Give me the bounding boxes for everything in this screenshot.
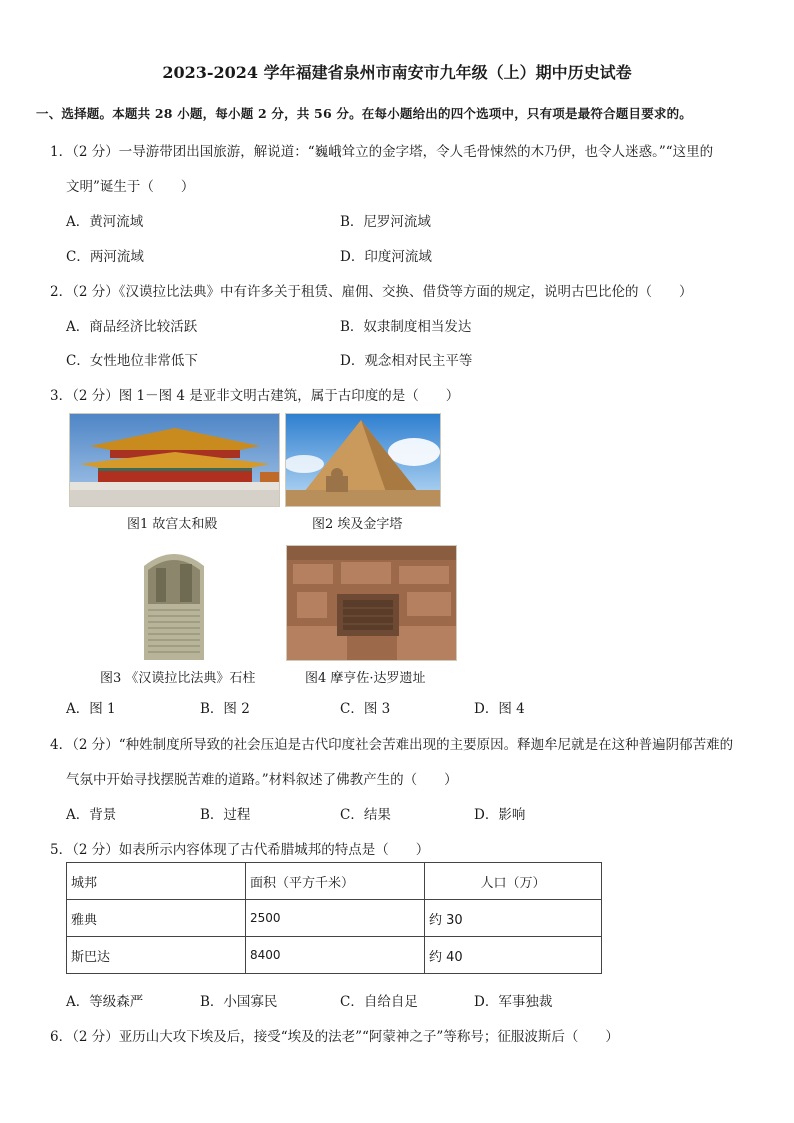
q3-option-b[interactable]: B．图 2 (200, 701, 250, 717)
table-cell: 雅典 (67, 900, 246, 937)
figure-1-palace-photo (69, 413, 280, 507)
q5-option-d[interactable]: D．军事独裁 (474, 994, 553, 1010)
table-header-row (67, 863, 602, 900)
figure-4-caption: 图4 摩亨佐·达罗遗址 (305, 671, 426, 686)
table-header-cell: 城邦 (67, 863, 246, 900)
figure-1-caption: 图1 故宫太和殿 (127, 517, 218, 532)
q2-option-c[interactable]: C．女性地位非常低下 (66, 353, 198, 369)
figure-3-caption: 图3 《汉谟拉比法典》石柱 (100, 671, 256, 686)
question-4-text-cont: 气氛中开始寻找摆脱苦难的道路。”材料叙述了佛教产生的（ ） (66, 772, 458, 788)
question-4-text: 4．（2 分）“种姓制度所导致的社会压迫是古代印度社会苦难出现的主要原因。释迦牟尼就是在这种普遍阴郁苦难的 (50, 737, 734, 753)
q5-option-a[interactable]: A．等级森严 (66, 994, 144, 1010)
question-3-text: 3．（2 分）图 1－图 4 是亚非文明古建筑，属于古印度的是（ ） (50, 388, 460, 404)
figure-2-caption: 图2 埃及金字塔 (312, 517, 403, 532)
q1-option-d[interactable]: D．印度河流域 (340, 249, 432, 265)
question-2-text: 2．（2 分）《汉谟拉比法典》中有许多关于租赁、雇佣、交换、借贷等方面的规定，说明古巴比伦的（ ） (50, 284, 693, 300)
q2-option-d[interactable]: D．观念相对民主平等 (340, 353, 473, 369)
q4-option-a[interactable]: A．背景 (66, 807, 117, 823)
question-1-text-cont: 文明”诞生于（ ） (66, 179, 195, 195)
page-title: 2023-2024 学年福建省泉州市南安市九年级（上）期中历史试卷 (162, 63, 632, 82)
figure-2-pyramid-photo (285, 413, 441, 507)
q2-option-b[interactable]: B．奴隶制度相当发达 (340, 319, 472, 335)
q5-option-b[interactable]: B．小国寡民 (200, 994, 278, 1010)
city-state-table (66, 862, 602, 974)
q4-option-b[interactable]: B．过程 (200, 807, 251, 823)
q5-option-c[interactable]: C．自给自足 (340, 994, 418, 1010)
q4-option-d[interactable]: D．影响 (474, 807, 526, 823)
question-1-text: 1．（2 分）一导游带团出国旅游，解说道：“巍峨耸立的金字塔，令人毛骨悚然的木乃伊，也令人迷惑。”“这里的 (50, 144, 714, 160)
figure-3-stele-photo (133, 545, 215, 661)
q4-option-c[interactable]: C．结果 (340, 807, 391, 823)
table-cell: 约 40 (425, 937, 602, 974)
q3-option-d[interactable]: D．图 4 (474, 701, 525, 717)
q1-option-a[interactable]: A．黄河流域 (66, 214, 144, 230)
q1-option-c[interactable]: C．两河流域 (66, 249, 144, 265)
q2-option-a[interactable]: A．商品经济比较活跃 (66, 319, 198, 335)
table-cell: 8400 (246, 937, 425, 974)
q3-option-c[interactable]: C．图 3 (340, 701, 391, 717)
table-header-cell: 人口（万） (425, 863, 602, 900)
question-6-text: 6．（2 分）亚历山大攻下埃及后，接受“埃及的法老”“阿蒙神之子”等称号；征服波斯后（ ） (50, 1029, 619, 1045)
section-heading: 一、选择题。本题共 28 小题，每小题 2 分，共 56 分。在每小题给出的四个选项中，只有项是最符合题目要求的。 (36, 106, 693, 121)
table-row (67, 937, 602, 974)
q1-option-b[interactable]: B．尼罗河流域 (340, 214, 431, 230)
q3-option-a[interactable]: A．图 1 (66, 701, 116, 717)
table-cell: 约 30 (425, 900, 602, 937)
table-header-cell: 面积（平方千米） (246, 863, 425, 900)
table-row (67, 900, 602, 937)
table-cell: 斯巴达 (67, 937, 246, 974)
table-cell: 2500 (246, 900, 425, 937)
figure-4-ruins-photo (286, 545, 457, 661)
question-5-text: 5．（2 分）如表所示内容体现了古代希腊城邦的特点是（ ） (50, 842, 430, 858)
